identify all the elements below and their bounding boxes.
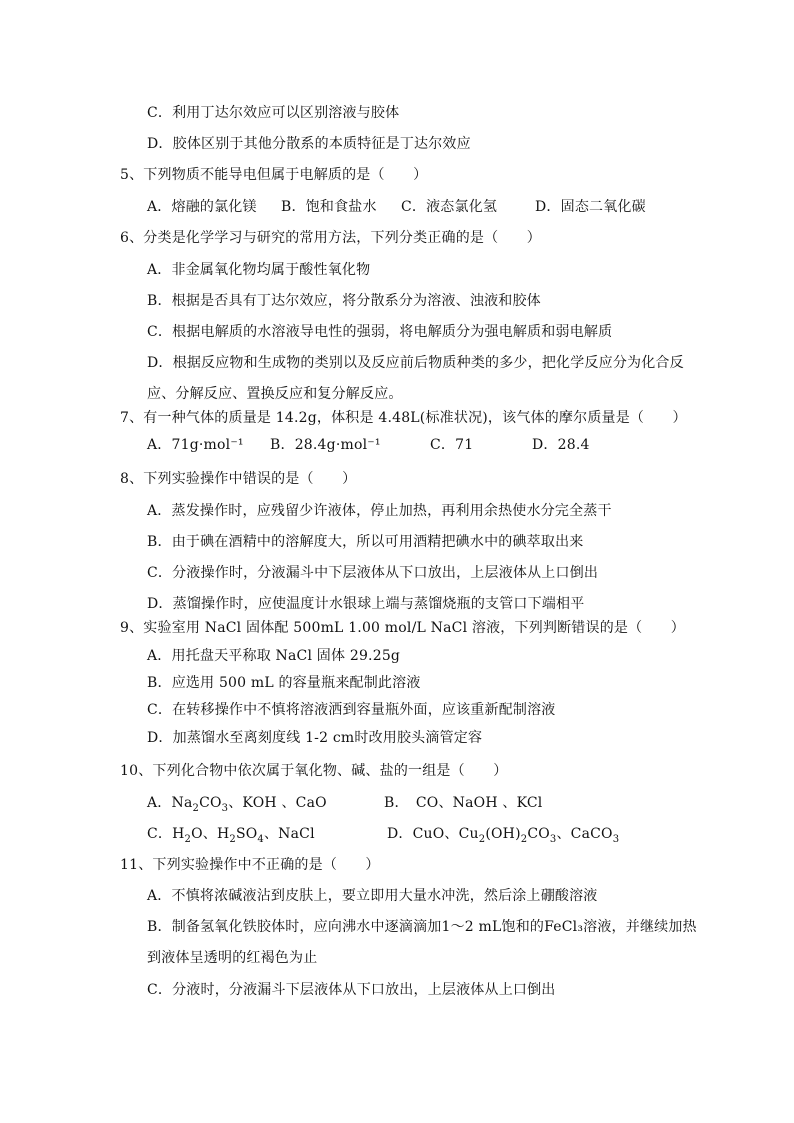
question-6: 6、分类是化学学习与研究的常用方法，下列分类正确的是（ ） xyxy=(120,230,541,246)
option-4d: D．胶体区别于其他分散系的本质特征是丁达尔效应 xyxy=(147,136,471,152)
question-5-options xyxy=(147,198,646,216)
option-5b: B．饱和食盐水 xyxy=(281,199,377,215)
question-9: 9、实验室用 NaCl 固体配 500mL 1.00 mol/L NaCl 溶液，下列判断错误的是（ ） xyxy=(120,620,685,636)
option-4c: C．利用丁达尔效应可以区别溶液与胶体 xyxy=(147,105,400,121)
option-11a: A．不慎将浓碱液沾到皮肤上，要立即用大量水冲洗，然后涂上硼酸溶液 xyxy=(147,888,598,904)
question-10: 10、下列化合物中依次属于氧化物、碱、盐的一组是（ ） xyxy=(120,763,508,779)
option-6b: B．根据是否具有丁达尔效应，将分散系分为溶液、浊液和胶体 xyxy=(147,293,541,309)
option-7c: C．71 xyxy=(430,437,474,453)
option-6a: A．非金属氧化物均属于酸性氧化物 xyxy=(147,262,371,278)
option-9b: B．应选用 500 mL 的容量瓶来配制此溶液 xyxy=(147,675,421,691)
question-5: 5、下列物质不能导电但属于电解质的是（ ） xyxy=(120,167,428,183)
question-11: 11、下列实验操作中不正确的是（ ） xyxy=(120,857,380,873)
option-9d: D．加蒸馏水至离刻度线 1-2 cm时改用胶头滴管定容 xyxy=(147,730,483,746)
question-10-options-row2 xyxy=(147,825,619,843)
option-9a: A．用托盘天平称取 NaCl 固体 29.25g xyxy=(147,648,401,664)
question-10-options-row1 xyxy=(147,794,542,812)
option-7b: B．28.4g·mol⁻¹ xyxy=(270,437,381,453)
option-6d-line2: 应、分解反应、置换反应和复分解反应。 xyxy=(147,386,403,402)
question-7: 7、有一种气体的质量是 14.2g，体积是 4.48L(标准状况)，该气体的摩尔质量是（ ） xyxy=(120,410,687,426)
option-7a: A．71g·mol⁻¹ xyxy=(147,437,244,453)
option-8c: C．分液操作时，分液漏斗中下层液体从下口放出，上层液体从上口倒出 xyxy=(147,565,599,581)
question-7-options xyxy=(147,436,590,454)
option-8a: A．蒸发操作时，应残留少许液体，停止加热，再利用余热使水分完全蒸干 xyxy=(147,503,612,519)
option-5c: C．液态氯化氢 xyxy=(401,199,498,215)
option-11b-line2: 到液体呈透明的红褐色为止 xyxy=(147,950,318,966)
option-5a: A．熔融的氯化镁 xyxy=(147,199,257,215)
option-6d-line1: D．根据反应物和生成物的类别以及反应前后物质种类的多少，把化学反应分为化合反 xyxy=(147,355,684,371)
option-10a: A．$Na_2CO_3$、KOH 、CaO xyxy=(147,795,327,814)
option-6c: C．根据电解质的水溶液导电性的强弱，将电解质分为强电解质和弱电解质 xyxy=(147,324,613,340)
option-10b: B． CO、NaOH 、KCl xyxy=(384,795,543,811)
option-8d: D．蒸馏操作时，应使温度计水银球上端与蒸馏烧瓶的支管口下端相平 xyxy=(147,596,585,612)
option-9c: C．在转移操作中不慎将溶液洒到容量瓶外面，应该重新配制溶液 xyxy=(147,702,556,718)
question-8: 8、下列实验操作中错误的是（ ） xyxy=(120,471,357,487)
option-10d: D．CuO、$Cu_2(OH)_2CO_3$、CaCO$_3$ xyxy=(387,826,620,845)
option-5d: D．固态二氧化碳 xyxy=(535,199,646,215)
option-8b: B．由于碘在酒精中的溶解度大，所以可用酒精把碘水中的碘萃取出来 xyxy=(147,534,584,550)
option-11b-line1: B．制备氢氧化铁胶体时，应向沸水中逐滴滴加1～2 mL饱和的FeCl₃溶液，并继续加热 xyxy=(147,919,697,935)
option-7d: D．28.4 xyxy=(532,437,590,453)
option-10c: C．$H_2O$、$H_2SO_4$、NaCl xyxy=(147,826,315,845)
option-11c: C．分液时，分液漏斗下层液体从下口放出，上层液体从上口倒出 xyxy=(147,982,556,998)
